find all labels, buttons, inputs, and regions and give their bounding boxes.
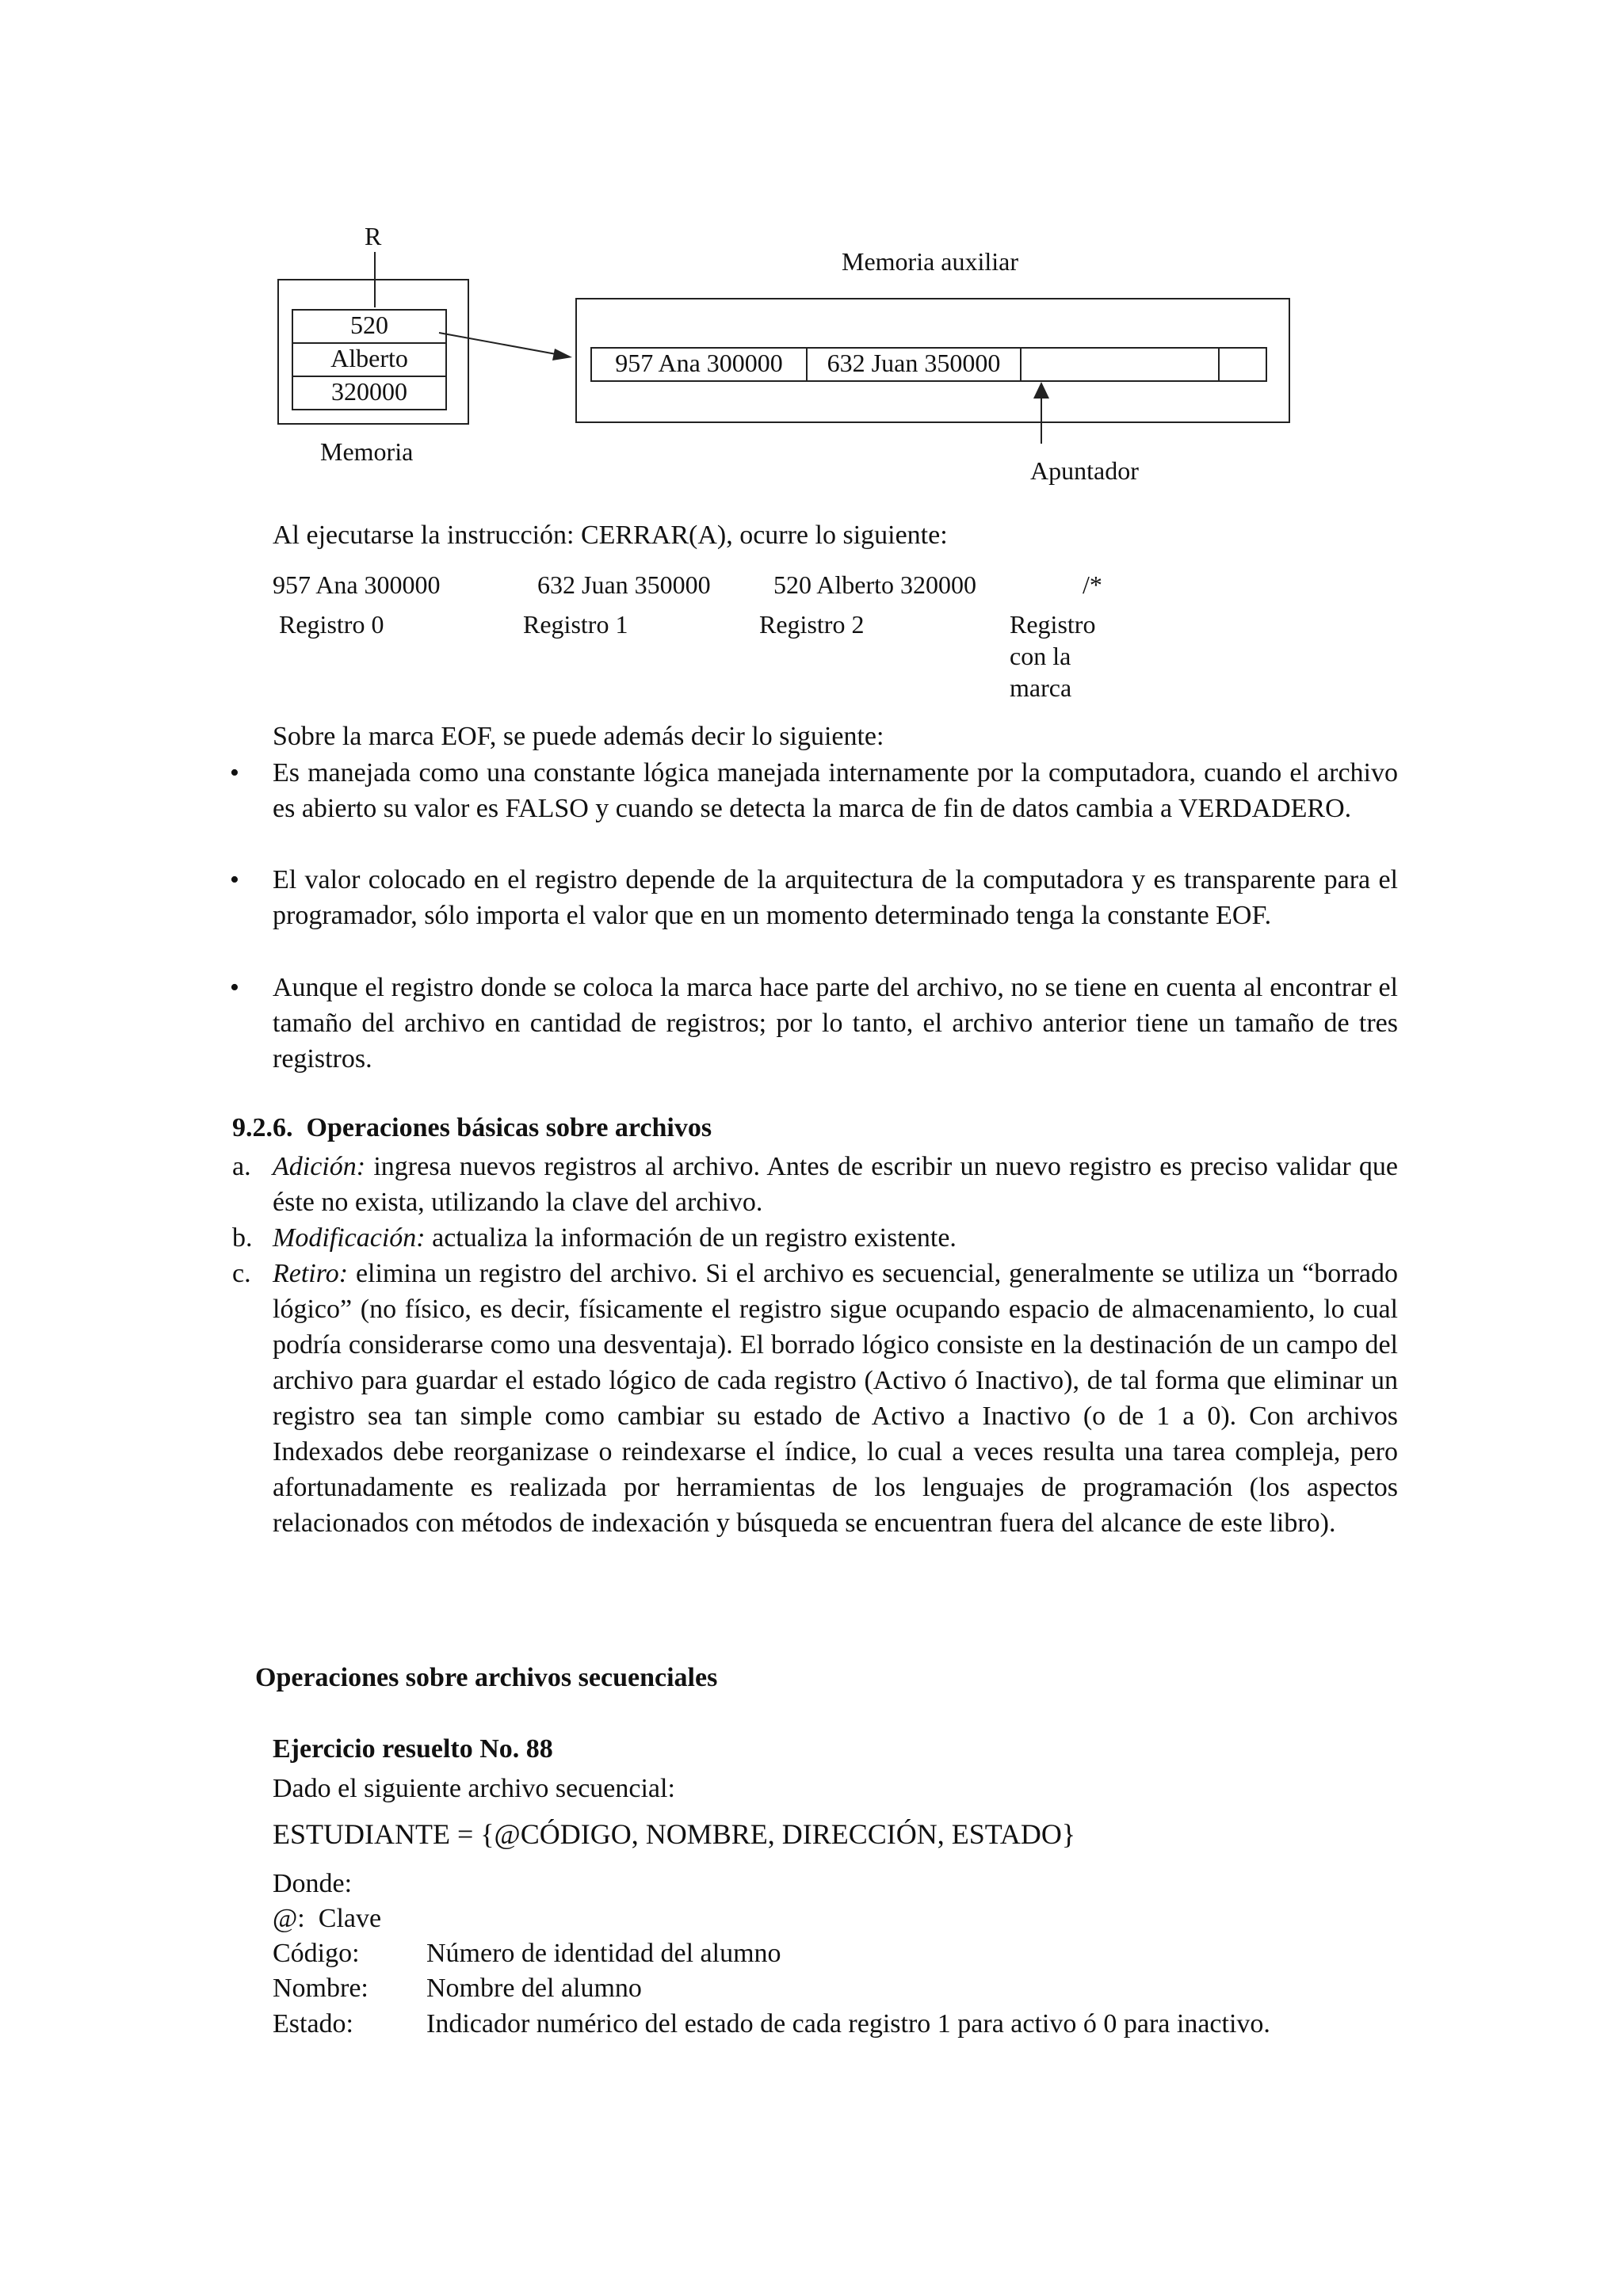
aux-memory-label: Memoria auxiliar bbox=[842, 247, 1019, 276]
record-2: 520 Alberto 320000 bbox=[773, 570, 976, 599]
aux-record-1: 632 Juan 350000 bbox=[806, 347, 1022, 382]
pointer-r-label: R bbox=[365, 222, 382, 250]
def-desc-nombre: Nombre del alumno bbox=[426, 1974, 642, 2003]
record-eof-mark: /* bbox=[1083, 570, 1102, 599]
aux-record-tail bbox=[1218, 347, 1267, 382]
exercise-title: Ejercicio resuelto No. 88 bbox=[273, 1734, 553, 1764]
exercise-intro: Dado el siguiente archivo secuencial: bbox=[273, 1774, 675, 1803]
record-label-mark-line2: con la bbox=[1010, 642, 1071, 670]
op-retiro bbox=[273, 1256, 1398, 1541]
donde-label: Donde: bbox=[273, 1869, 353, 1898]
def-term-nombre: Nombre: bbox=[273, 1974, 369, 2003]
memory-label: Memoria bbox=[320, 437, 414, 466]
op-marker-c: c. bbox=[232, 1259, 251, 1288]
eof-bullet-1: Es manejada como una constante lógica manejada internamente por la computadora, cuando el archivo es abierto su valor es FALSO y cuando se detecta la marca de fin de datos cambia a VERDADERO. bbox=[273, 758, 1398, 823]
def-desc: Clave bbox=[318, 1904, 382, 1933]
record-1: 632 Juan 350000 bbox=[537, 570, 711, 599]
memory-field-amount: 320000 bbox=[292, 376, 447, 410]
exercise-schema: ESTUDIANTE = {@CÓDIGO, NOMBRE, DIRECCIÓN, ESTADO} bbox=[273, 1818, 1076, 1850]
record-label-1: Registro 1 bbox=[523, 610, 628, 639]
bullet-marker: • bbox=[230, 973, 239, 1002]
eof-intro: Sobre la marca EOF, se puede además decir lo siguiente: bbox=[273, 722, 884, 751]
memory-field-code: 520 bbox=[292, 309, 447, 344]
op-text: actualiza la información de un registro existente. bbox=[425, 1223, 957, 1253]
diagram-connectors bbox=[0, 0, 1623, 507]
op-adicion bbox=[273, 1149, 1398, 1220]
pointer-label: Apuntador bbox=[1030, 456, 1139, 485]
op-term: Retiro: bbox=[273, 1259, 349, 1288]
section-heading: 9.2.6. Operaciones básicas sobre archivos bbox=[232, 1113, 712, 1142]
eof-bullet-3: Aunque el registro donde se coloca la marca hace parte del archivo, no se tiene en cuenta al encontrar el tamaño del archivo en cantidad de registros; por lo tanto, el archivo anterior tiene un tamaño de tres registros. bbox=[273, 973, 1398, 1074]
memory-field-name: Alberto bbox=[292, 342, 447, 377]
op-term: Modificación: bbox=[273, 1223, 426, 1253]
op-term: Adición: bbox=[273, 1152, 366, 1181]
record-label-mark-line3: marca bbox=[1010, 673, 1072, 702]
record-0: 957 Ana 300000 bbox=[273, 570, 441, 599]
aux-record-0: 957 Ana 300000 bbox=[590, 347, 808, 382]
op-text: ingresa nuevos registros al archivo. Antes de escribir un nuevo registro es preciso validar que éste no exista, utilizando la clave del archivo. bbox=[273, 1152, 1398, 1217]
def-desc-codigo: Número de identidad del alumno bbox=[426, 1939, 781, 1968]
def-estado bbox=[273, 2006, 1365, 2042]
def-term-codigo: Código: bbox=[273, 1939, 360, 1968]
bullet-marker: • bbox=[230, 865, 239, 894]
op-marker-b: b. bbox=[232, 1223, 253, 1253]
def-desc-estado: Indicador numérico del estado de cada registro 1 para activo ó 0 para inactivo. bbox=[426, 2009, 1270, 2039]
op-modificacion bbox=[273, 1220, 1398, 1256]
eof-bullet-2: El valor colocado en el registro depende de la arquitectura de la computadora y es transparente para el programador, sólo importa el valor que en un momento determinado tenga la constante EOF. bbox=[273, 865, 1398, 930]
record-label-mark-line1: Registro bbox=[1010, 610, 1096, 639]
op-text: elimina un registro del archivo. Si el archivo es secuencial, generalmente se utiliza un “borrado lógico” (no físico, es decir, físicamente el registro sigue ocupando espacio de almacenamiento, lo cual podría considerarse como una desventaja). El borrado lógico consiste en la destinación de un campo del archivo para guardar el estado lógico de cada registro (Activo ó Inactivo), de tal forma que eliminar un registro sea tan simple como cambiar su estado de Activo a Inactivo (o de 1 a 0). Con archivos Indexados debe reorganizase o reindexarse el índice, lo cual a veces resulta una tarea compleja, pero afortunadamente es realizada por herramientas de los lenguajes de programación (los aspectos relacionados con métodos de indexación y búsqueda se encuentran fuera del alcance de este libro). bbox=[273, 1259, 1398, 1538]
record-label-0: Registro 0 bbox=[279, 610, 384, 639]
def-term-key bbox=[273, 1901, 381, 1936]
aux-record-empty bbox=[1020, 347, 1220, 382]
record-label-2: Registro 2 bbox=[759, 610, 865, 639]
def-term-estado: Estado: bbox=[273, 2009, 353, 2039]
op-marker-a: a. bbox=[232, 1152, 251, 1181]
def-term: @: bbox=[273, 1904, 305, 1933]
close-intro: Al ejecutarse la instrucción: CERRAR(A), ocurre lo siguiente: bbox=[273, 521, 948, 550]
bullet-marker: • bbox=[230, 758, 239, 788]
subsection-heading: Operaciones sobre archivos secuenciales bbox=[255, 1663, 718, 1692]
